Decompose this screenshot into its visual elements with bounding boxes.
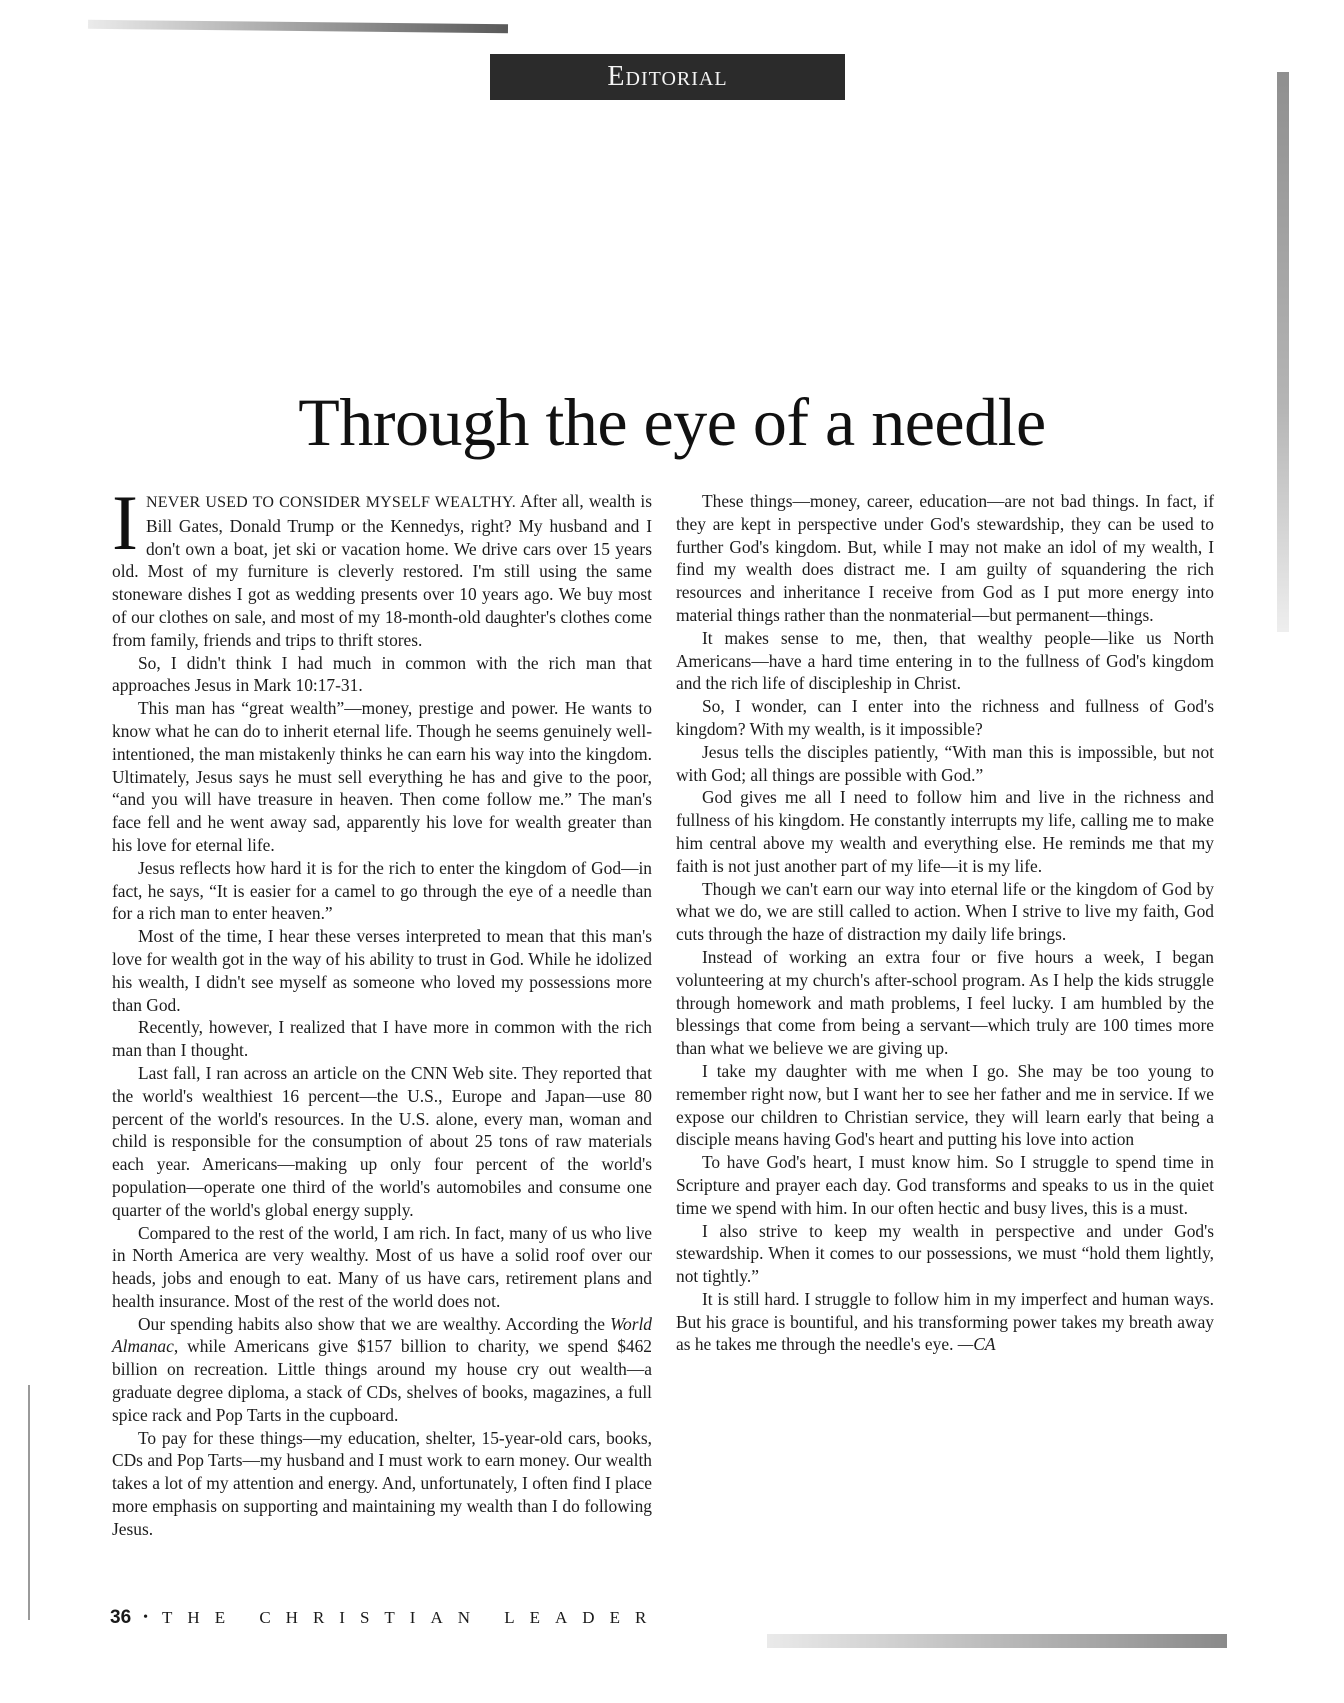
article-paragraph: To pay for these things—my education, shelter, 15-year-old cars, books, CDs and Pop Tarts—my husband and I must work to earn money. Our wealth takes a lot of my attention and energy. And, unfortunately, I often find I place more emphasis on supporting and maintaining my wealth than I do following Jesus.: [112, 1427, 652, 1539]
drop-cap: I: [112, 479, 138, 566]
page-number: 36: [110, 1607, 132, 1628]
article-paragraph: I also strive to keep my wealth in perspective and under God's stewardship. When it comes to our possessions, we must “hold them lightly, not tightly.”: [676, 1220, 1214, 1287]
article-paragraph: Jesus reflects how hard it is for the rich to enter the kingdom of God—in fact, he says, “It is easier for a camel to go through the eye of a needle than for a rich man to enter heaven.”: [112, 857, 652, 924]
scan-artifact-top-rule: [88, 20, 508, 33]
paragraph-text: After all, wealth is Bill Gates, Donald Trump or the Kennedys, right? My husband and I don't own a boat, jet ski or vacation home. We drive cars over 15 years old. Most of my furniture is cleverly restored. I'm still using the same stoneware dishes I got as wedding presents over 10 years ago. We buy most of our clothes on sale, and most of my 18-month-old daughter's clothes come from family, friends and trips to thrift stores.: [112, 491, 652, 650]
article-paragraph: Recently, however, I realized that I have more in common with the rich man than I thought.: [112, 1017, 652, 1061]
article-paragraph: Instead of working an extra four or five hours a week, I began volunteering at my church's after-school program. As I help the kids struggle through homework and math problems, I feel lucky. I am humbled by the blessings that come from being a servant—which truly are 100 times more than what we believe we are giving up.: [676, 946, 1214, 1059]
paragraph-text: It is still hard. I struggle to follow him in my imperfect and human ways. But his grace is bountiful, and his transforming power takes my breath away as he takes me through the needle's eye.: [676, 1288, 1214, 1355]
article-paragraph: This man has “great wealth”—money, prestige and power. He wants to know what he can do to inherit eternal life. Though he seems genuinely well-intentioned, the man mistakenly thinks he can earn his way into the kingdom. Ultimately, Jesus says he must sell everything he has and give to the poor, “and you will have treasure in heaven. Then come follow me.” The man's face fell and he went away sad, apparently his love for wealth greater than his love for eternal life.: [112, 698, 652, 855]
lead-in-caps: NEVER USED TO CONSIDER MYSELF WEALTHY.: [145, 494, 516, 511]
article-paragraph: Compared to the rest of the world, I am rich. In fact, many of us who live in North America are very wealthy. Most of us have a solid roof over our heads, jobs and enough to eat. Many of us have cars, retirement plans and health insurance. Most of the rest of the world does not.: [112, 1222, 652, 1311]
article-paragraph: God gives me all I need to follow him and live in the richness and fullness of his kingdom. He constantly interrupts my life, calling me to make him central above my wealth and everything else. He reminds me that my faith is not just another part of my life—it is my life.: [676, 787, 1214, 876]
publication-title: World Almanac: [112, 1313, 652, 1357]
article-headline: Through the eye of a needle: [298, 384, 1046, 460]
article-paragraph: To have God's heart, I must know him. So I struggle to spend time in Scripture and prayer each day. God transforms and speaks to us in the quiet time we spend with him. In our often hectic and busy lives, this is a must.: [676, 1152, 1214, 1218]
article-paragraph: [112, 479, 652, 652]
article-paragraph: These things—money, career, education—are not bad things. In fact, if they are kept in perspective under God's stewardship, they can be used to further God's kingdom. But, while I may not make an idol of my wealth, I find my wealth does distract me. I am guilty of squandering the rich resources and inheritance I receive from God as I put more energy into material things rather than the nonmaterial—but permanent—things.: [676, 491, 1214, 625]
article-column-right: [676, 490, 1214, 1356]
article-paragraph: I take my daughter with me when I go. She may be too young to remember right now, but I want her to see her father and me in service. If we expose our children to Christian service, they will learn early that being a disciple means having God's heart and putting his love into action: [676, 1060, 1214, 1150]
article-paragraph: It makes sense to me, then, that wealthy people—like us North Americans—have a hard time entering in to the fullness of God's kingdom and the rich life of discipleship in Christ.: [676, 627, 1214, 694]
scan-artifact-right-bar: [1277, 72, 1289, 632]
section-label: Editorial: [490, 54, 845, 100]
author-signature: —CA: [957, 1334, 996, 1355]
article-paragraph: [676, 1288, 1214, 1356]
footer-bullet: •: [143, 1610, 149, 1625]
article-paragraph: Jesus tells the disciples patiently, “With man this is impossible, but not with God; all things are possible with God.”: [676, 741, 1214, 785]
article-column-left: [112, 479, 652, 1541]
paragraph-text: Our spending habits also show that we are wealthy. According the: [138, 1313, 611, 1334]
article-paragraph: Most of the time, I hear these verses interpreted to mean that this man's love for wealth got in the way of his ability to trust in God. While he idolized his wealth, I didn't see myself as someone who loved my possessions more than God.: [112, 926, 652, 1015]
scan-artifact-left-edge: [28, 1385, 30, 1620]
paragraph-text: , while Americans give $157 billion to charity, we spend $462 billion on recreation. Little things around my house cry out wealth—a graduate degree diploma, a stack of CDs, shelves of books, magazines, a full spice rack and Pop Tarts in the cupboard.: [112, 1336, 652, 1425]
article-paragraph: [112, 1313, 652, 1427]
scan-artifact-bottom-rule: [767, 1634, 1227, 1648]
article-paragraph: Though we can't earn our way into eternal life or the kingdom of God by what we do, we are still called to action. When I strive to live my faith, God cuts through the haze of distraction my daily life brings.: [676, 878, 1214, 945]
article-paragraph: So, I didn't think I had much in common with the rich man that approaches Jesus in Mark 10:17-31.: [112, 652, 652, 696]
article-paragraph: Last fall, I ran across an article on the CNN Web site. They reported that the world's wealthiest 16 percent—the U.S., Europe and Japan—use 80 percent of the world's resources. In the U.S. alone, every man, woman and child is responsible for the consumption of about 25 tons of raw materials each year. Americans—making up only four percent of the world's population—operate one third of the world's automobiles and consume one quarter of the world's global energy supply.: [112, 1062, 652, 1220]
publication-name: THE CHRISTIAN LEADER: [162, 1608, 662, 1627]
page-footer: [110, 1607, 661, 1629]
article-paragraph: So, I wonder, can I enter into the richness and fullness of God's kingdom? With my wealth, is it impossible?: [676, 696, 1214, 739]
